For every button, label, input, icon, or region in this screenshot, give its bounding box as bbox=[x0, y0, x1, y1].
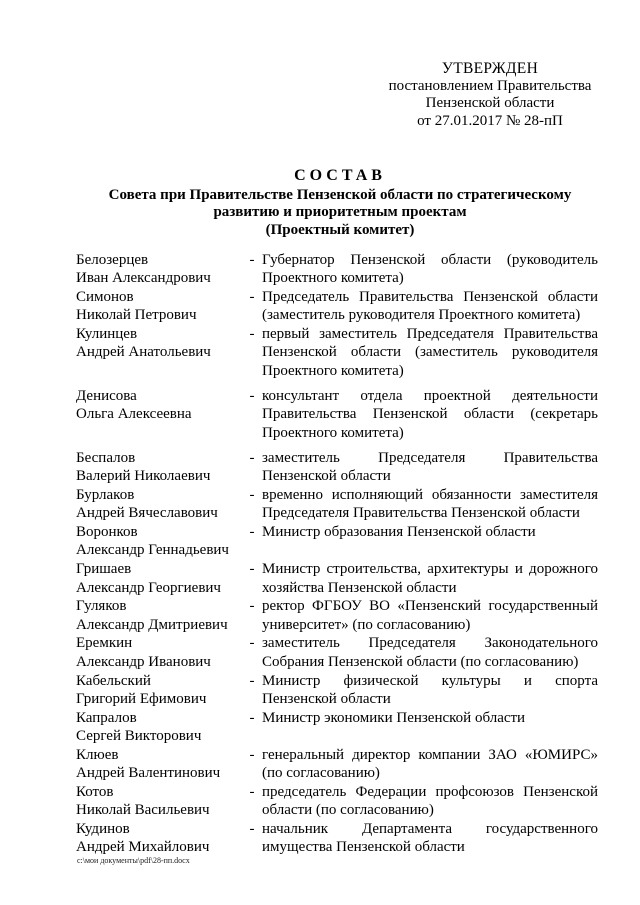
member-role: Министр физической культуры и спорта Пензенской области bbox=[262, 672, 598, 707]
document-heading bbox=[60, 167, 620, 239]
member-row bbox=[76, 709, 598, 746]
member-given-names: Валерий Николаевич bbox=[76, 468, 211, 485]
member-row bbox=[76, 486, 598, 523]
member-given-names: Андрей Анатольевич bbox=[76, 344, 211, 361]
heading-line-2: развитию и приоритетным проектам bbox=[213, 204, 467, 220]
member-row bbox=[76, 634, 598, 671]
member-row bbox=[76, 449, 598, 486]
heading-line-1: Совета при Правительстве Пензенской области по стратегическому bbox=[108, 186, 572, 203]
member-surname: Симонов bbox=[76, 289, 134, 306]
approval-title: УТВЕРЖДЕН bbox=[441, 60, 539, 77]
member-row bbox=[76, 560, 598, 597]
member-dash: - bbox=[249, 561, 255, 578]
member-dash: - bbox=[249, 820, 255, 837]
member-role: ректор ФГБОУ ВО «Пензенский государственный университет» (по согласованию) bbox=[262, 598, 598, 633]
member-given-names: Ольга Алексеевна bbox=[76, 406, 192, 423]
member-dash: - bbox=[249, 388, 255, 405]
member-name bbox=[76, 709, 242, 746]
member-given-names: Александр Георгиевич bbox=[76, 579, 221, 596]
member-given-names: Андрей Вячеславович bbox=[76, 505, 218, 522]
document-title: СОСТАВ bbox=[294, 167, 386, 184]
member-given-names: Николай Васильевич bbox=[76, 802, 210, 819]
member-name bbox=[76, 523, 242, 560]
member-name bbox=[76, 387, 242, 442]
member-given-names: Александр Дмитриевич bbox=[76, 616, 228, 633]
member-row bbox=[76, 672, 598, 709]
member-name bbox=[76, 251, 242, 288]
member-name bbox=[76, 486, 242, 523]
member-dash: - bbox=[249, 326, 255, 343]
member-dash: - bbox=[249, 598, 255, 615]
member-role: Министр образования Пензенской области bbox=[262, 524, 536, 541]
approval-block bbox=[380, 60, 600, 130]
member-role: начальник Департамента государственного имущества Пензенской области bbox=[262, 820, 598, 856]
member-dash: - bbox=[249, 449, 255, 466]
member-given-names: Андрей Валентинович bbox=[76, 765, 221, 782]
member-surname: Денисова bbox=[76, 388, 137, 405]
member-row bbox=[76, 746, 598, 783]
member-name bbox=[76, 783, 242, 820]
member-given-names: Сергей Викторович bbox=[76, 727, 202, 744]
member-surname: Кулинцев bbox=[76, 326, 138, 343]
member-role: заместитель Председателя Правительства Пензенской области bbox=[262, 449, 598, 485]
member-row bbox=[76, 387, 598, 442]
member-surname: Кабельский bbox=[76, 672, 151, 689]
member-given-names: Александр Иванович bbox=[76, 653, 211, 670]
file-path-footer: c:\мои документы\pdf\28-пп.docx bbox=[77, 856, 190, 865]
member-role: генеральный директор компании ЗАО «ЮМИРС» (по согласованию) bbox=[262, 746, 598, 782]
member-dash: - bbox=[249, 635, 255, 652]
member-dash: - bbox=[249, 487, 255, 504]
member-dash: - bbox=[249, 289, 255, 306]
member-dash: - bbox=[249, 252, 255, 268]
member-given-names: Николай Петрович bbox=[76, 307, 197, 324]
member-dash: - bbox=[249, 746, 255, 763]
member-given-names: Александр Геннадьевич bbox=[76, 542, 229, 559]
member-name bbox=[76, 449, 242, 486]
member-dash: - bbox=[249, 709, 255, 726]
member-surname: Белозерцев bbox=[76, 252, 149, 268]
member-surname: Еремкин bbox=[76, 635, 133, 652]
member-role: временно исполняющий обязанности заместителя Председателя Правительства Пензенской области bbox=[262, 487, 598, 522]
member-name bbox=[76, 634, 242, 671]
member-row bbox=[76, 251, 598, 288]
member-name bbox=[76, 672, 242, 709]
member-row bbox=[76, 288, 598, 325]
member-surname: Котов bbox=[76, 783, 114, 800]
member-row bbox=[76, 820, 598, 857]
member-name bbox=[76, 746, 242, 783]
member-role: Министр экономики Пензенской области bbox=[262, 709, 526, 726]
member-name bbox=[76, 820, 242, 857]
member-role: Председатель Правительства Пензенской области (заместитель руководителя Проектного комитета) bbox=[262, 289, 598, 324]
member-role: Губернатор Пензенской области (руководитель Проектного комитета) bbox=[262, 252, 598, 287]
member-role: консультант отдела проектной деятельности Правительства Пензенской области (секретарь Проектного комитета) bbox=[262, 388, 598, 441]
member-given-names: Андрей Михайлович bbox=[76, 839, 210, 856]
member-name bbox=[76, 325, 242, 380]
member-given-names: Григорий Ефимович bbox=[76, 690, 207, 707]
member-row bbox=[76, 523, 598, 560]
member-surname: Клюев bbox=[76, 746, 119, 763]
member-surname: Беспалов bbox=[76, 449, 136, 466]
member-role: заместитель Председателя Законодательного Собрания Пензенской области (по согласованию) bbox=[262, 635, 598, 670]
member-name bbox=[76, 288, 242, 325]
member-name bbox=[76, 560, 242, 597]
member-surname: Капралов bbox=[76, 709, 137, 726]
member-role: первый заместитель Председателя Правительства Пензенской области (заместитель руководителя Проектного комитета) bbox=[262, 326, 598, 379]
member-dash: - bbox=[249, 524, 255, 541]
member-dash: - bbox=[249, 783, 255, 800]
member-row bbox=[76, 325, 598, 380]
approval-line-date: от 27.01.2017 № 28-пП bbox=[417, 112, 563, 129]
approval-line-region: Пензенской области bbox=[425, 95, 555, 111]
member-role: Министр строительства, архитектуры и дорожного хозяйства Пензенской области bbox=[262, 561, 598, 596]
member-given-names: Иван Александрович bbox=[76, 270, 211, 287]
member-dash: - bbox=[249, 672, 255, 689]
member-surname: Гуляков bbox=[76, 598, 127, 615]
member-role: председатель Федерации профсоюзов Пензенской области (по согласованию) bbox=[262, 783, 598, 819]
member-row bbox=[76, 783, 598, 820]
approval-line-resolution: постановлением Правительства bbox=[388, 77, 592, 94]
heading-line-3: (Проектный комитет) bbox=[265, 221, 415, 238]
member-row bbox=[76, 597, 598, 634]
member-surname: Воронков bbox=[76, 524, 138, 541]
member-surname: Кудинов bbox=[76, 820, 130, 837]
member-name bbox=[76, 597, 242, 634]
member-surname: Бурлаков bbox=[76, 487, 135, 504]
member-surname: Гришаев bbox=[76, 561, 132, 578]
member-list bbox=[76, 251, 598, 857]
